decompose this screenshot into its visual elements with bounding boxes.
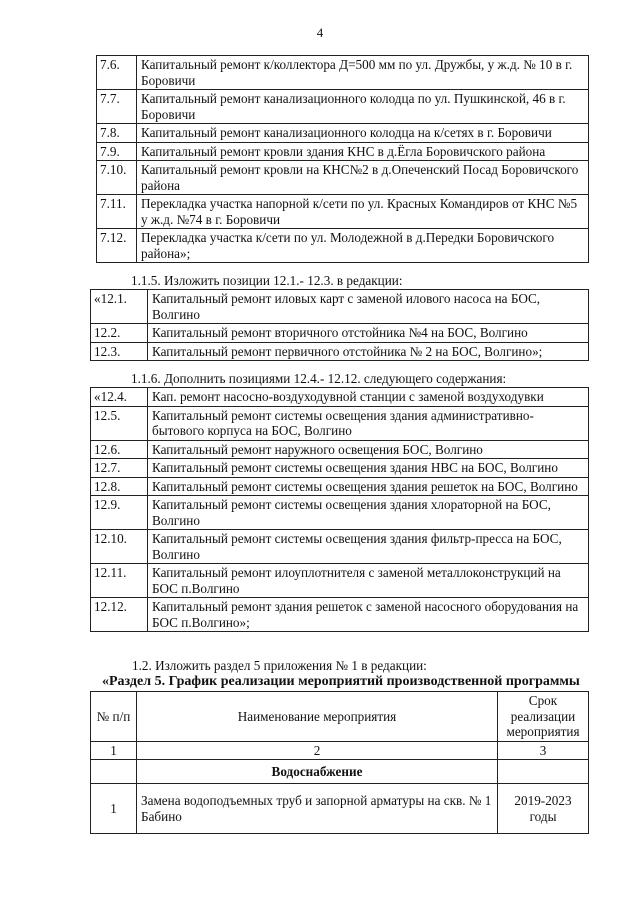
section-row bbox=[91, 760, 589, 784]
row-number: 7.6. bbox=[97, 56, 137, 90]
row-text: Капитальный ремонт канализационного колодца по ул. Пушкинской, 46 в г. Боровичи bbox=[137, 90, 589, 124]
table-positions-12-1-3 bbox=[90, 289, 589, 361]
table-positions-12-4-12 bbox=[90, 387, 589, 632]
row-text: Капитальный ремонт канализационного колодца на к/сетях в г. Боровичи bbox=[137, 124, 589, 143]
row-text: Перекладка участка напорной к/сети по ул. Красных Командиров от КНС №5 у ж.д. №74 в г. Боровичи bbox=[137, 195, 589, 229]
table-row bbox=[91, 564, 589, 598]
row-number: 12.6. bbox=[91, 440, 148, 459]
table-positions-7 bbox=[96, 55, 589, 263]
row-text: Капитальный ремонт к/коллектора Д=500 мм по ул. Дружбы, у ж.д. № 10 в г. Боровичи bbox=[137, 56, 589, 90]
header-term: Срок реализации мероприятия bbox=[498, 692, 589, 742]
table-row bbox=[91, 290, 589, 324]
table-schedule bbox=[90, 691, 589, 834]
row-text: Капитальный ремонт системы освещения здания решеток на БОС, Волгино bbox=[148, 477, 589, 496]
table-row bbox=[91, 342, 589, 361]
row-number: 12.5. bbox=[91, 406, 148, 440]
row-text: Перекладка участка к/сети по ул. Молодежной в д.Передки Боровичского района»; bbox=[137, 229, 589, 263]
section-empty-cell bbox=[498, 760, 589, 784]
row-name: Замена водоподъемных труб и запорной арматуры на скв. № 1 Бабино bbox=[137, 784, 498, 834]
table-row bbox=[91, 598, 589, 632]
row-text: Капитальный ремонт наружного освещения БОС, Волгино bbox=[148, 440, 589, 459]
col-number-1: 1 bbox=[91, 741, 137, 760]
row-text: Капитальный ремонт первичного отстойника № 2 на БОС, Волгино»; bbox=[148, 342, 589, 361]
table-row bbox=[91, 530, 589, 564]
row-number: 12.7. bbox=[91, 459, 148, 478]
row-text: Капитальный ремонт здания решеток с заменой насосного оборудования на БОС п.Волгино»; bbox=[148, 598, 589, 632]
row-number: 7.11. bbox=[97, 195, 137, 229]
table-row bbox=[97, 161, 589, 195]
row-number: 12.12. bbox=[91, 598, 148, 632]
table-row bbox=[91, 459, 589, 478]
row-number: 7.7. bbox=[97, 90, 137, 124]
section-empty-cell bbox=[91, 760, 137, 784]
row-number: 7.9. bbox=[97, 142, 137, 161]
row-number: 12.9. bbox=[91, 496, 148, 530]
row-number: 7.8. bbox=[97, 124, 137, 143]
row-text: Капитальный ремонт иловых карт с заменой илового насоса на БОС, Волгино bbox=[148, 290, 589, 324]
row-number: 7.12. bbox=[97, 229, 137, 263]
section-title: «Раздел 5. График реализации мероприятий производственной программы bbox=[102, 674, 580, 689]
row-number: 7.10. bbox=[97, 161, 137, 195]
paragraph-1-1-6: 1.1.6. Дополнить позициями 12.4.- 12.12. следующего содержания: bbox=[131, 371, 507, 386]
row-text: Капитальный ремонт системы освещения здания административно-бытового корпуса на БОС, Волгино bbox=[148, 406, 589, 440]
row-number: 12.11. bbox=[91, 564, 148, 598]
table-row bbox=[91, 477, 589, 496]
column-number-row bbox=[91, 741, 589, 760]
table-row bbox=[97, 90, 589, 124]
row-term: 2019-2023 годы bbox=[498, 784, 589, 834]
header-number: № п/п bbox=[91, 692, 137, 742]
table-row bbox=[97, 56, 589, 90]
table-row bbox=[91, 440, 589, 459]
table-row bbox=[97, 142, 589, 161]
section-label: Водоснабжение bbox=[137, 760, 498, 784]
table-row bbox=[97, 195, 589, 229]
row-text: Капитальный ремонт кровли на КНС№2 в д.Опеченский Посад Боровичского района bbox=[137, 161, 589, 195]
table-header-row bbox=[91, 692, 589, 742]
row-text: Капитальный ремонт вторичного отстойника №4 на БОС, Волгино bbox=[148, 324, 589, 343]
row-text: Капитальный ремонт системы освещения здания хлораторной на БОС, Волгино bbox=[148, 496, 589, 530]
col-number-2: 2 bbox=[137, 741, 498, 760]
row-number: 1 bbox=[91, 784, 137, 834]
row-text: Капитальный ремонт илоуплотнителя с заменой металлоконструкций на БОС п.Волгино bbox=[148, 564, 589, 598]
row-number: 12.2. bbox=[91, 324, 148, 343]
paragraph-1-1-5: 1.1.5. Изложить позиции 12.1.- 12.3. в редакции: bbox=[131, 273, 403, 288]
row-text: Капитальный ремонт системы освещения здания фильтр-пресса на БОС, Волгино bbox=[148, 530, 589, 564]
row-text: Кап. ремонт насосно-воздуходувной станции с заменой воздуходувки bbox=[148, 388, 589, 407]
table-row bbox=[91, 324, 589, 343]
table-row bbox=[97, 124, 589, 143]
row-text: Капитальный ремонт кровли здания КНС в д.Ёгла Боровичского района bbox=[137, 142, 589, 161]
row-number: 12.10. bbox=[91, 530, 148, 564]
row-text: Капитальный ремонт системы освещения здания НВС на БОС, Волгино bbox=[148, 459, 589, 478]
col-number-3: 3 bbox=[498, 741, 589, 760]
row-number: 12.8. bbox=[91, 477, 148, 496]
row-number: «12.4. bbox=[91, 388, 148, 407]
page-number: 4 bbox=[316, 25, 324, 40]
table-row bbox=[91, 406, 589, 440]
row-number: «12.1. bbox=[91, 290, 148, 324]
table-row bbox=[91, 388, 589, 407]
table-row bbox=[97, 229, 589, 263]
table-row bbox=[91, 784, 589, 834]
row-number: 12.3. bbox=[91, 342, 148, 361]
table-row bbox=[91, 496, 589, 530]
paragraph-1-2: 1.2. Изложить раздел 5 приложения № 1 в редакции: bbox=[132, 658, 427, 673]
header-name: Наименование мероприятия bbox=[137, 692, 498, 742]
